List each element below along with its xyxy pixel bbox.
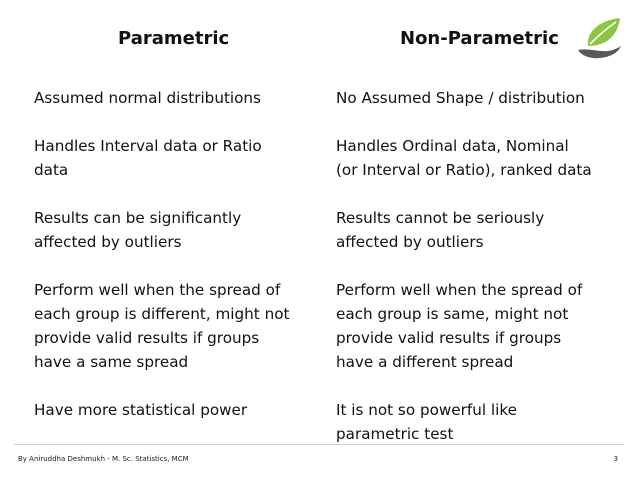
- parametric-column: [34, 86, 324, 446]
- parametric-item: Results can be significantly affected by outliers: [34, 209, 242, 251]
- parametric-heading: Parametric: [118, 28, 230, 49]
- non-parametric-item: Results cannot be seriously affected by outliers: [336, 209, 545, 251]
- non-parametric-item: Handles Ordinal data, Nominal (or Interval or Ratio), ranked data: [336, 137, 592, 179]
- parametric-item: Have more statistical power: [34, 401, 248, 419]
- non-parametric-item: It is not so powerful like parametric test: [336, 401, 517, 443]
- parametric-item: Perform well when the spread of each group is different, might not provide valid results if groups have a same spread: [34, 281, 290, 371]
- page-number: 3: [613, 455, 618, 463]
- footer-divider: [14, 444, 624, 445]
- non-parametric-heading: Non-Parametric: [400, 28, 559, 49]
- non-parametric-item: Perform well when the spread of each group is same, might not provide valid results if groups have a different spread: [336, 281, 583, 371]
- parametric-item: Handles Interval data or Ratio data: [34, 137, 262, 179]
- parametric-item: Assumed normal distributions: [34, 89, 261, 107]
- footer-author: By Aniruddha Deshmukh - M. Sc. Statistics, MCM: [18, 455, 189, 463]
- non-parametric-item: No Assumed Shape / distribution: [336, 89, 585, 107]
- leaf-hand-icon: [574, 16, 624, 62]
- non-parametric-column: [336, 86, 626, 470]
